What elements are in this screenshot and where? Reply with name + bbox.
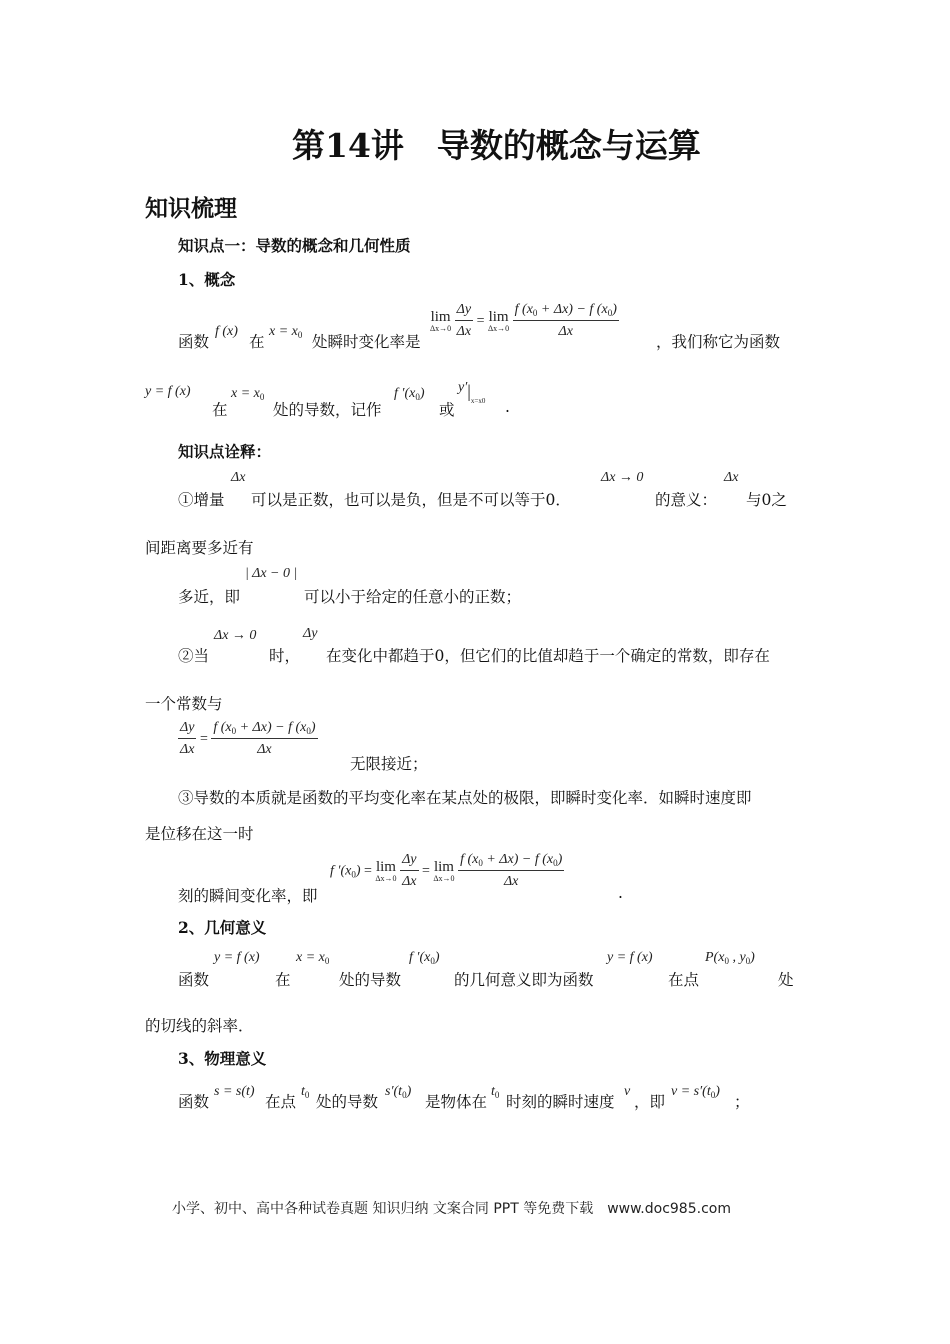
math-y-eq-fx: y = f (x) (145, 384, 191, 399)
text: ，我们称它为函数 (656, 333, 781, 351)
page-title: 第14讲 导数的概念与运算 (292, 126, 701, 165)
text: . (618, 884, 623, 902)
text: ，即 (634, 1093, 666, 1111)
text: 处的导数 (316, 1093, 379, 1111)
text: 可以是正数，也可以是负，但是不可以等于0． (251, 491, 571, 509)
text: 在点 (265, 1093, 297, 1111)
math-s-eq-st: s = s(t) (214, 1084, 255, 1099)
subheading-physical: 3、物理意义 (178, 1049, 267, 1068)
text: 刻的瞬间变化率，即 (178, 887, 318, 905)
text: 在 (275, 971, 291, 989)
math-y-eq-fx: y = f (x) (214, 950, 260, 965)
math-fx: f (x) (215, 324, 238, 339)
text: 处的导数，记作 (273, 401, 382, 419)
text: 时， (269, 647, 301, 665)
math-t0: $t_0$ (301, 1084, 310, 1100)
math-x-eq-x0: $x = x_0$ (296, 950, 330, 966)
explain-3-line-2: 是位移在这一时 (145, 825, 254, 843)
math-y-eq-fx: y = f (x) (607, 950, 653, 965)
text: 的意义： (655, 491, 718, 509)
text: 的几何意义即为函数 (454, 971, 594, 989)
point1-heading: 知识点一：导数的概念和几何性质 (178, 236, 411, 255)
math-fprime-x0: f $'(x_0)$ (409, 950, 440, 966)
math-x-eq-x0: $x = x_0$ (231, 386, 265, 402)
text: 在 (249, 333, 265, 351)
math-derivative-limit: f $'(x_0)$ = lim Δx→0 $\frac{\Delta y}{\Delta x}$ = lim Δx→0 $\frac{f (x_0 + \Delta x) - f (x_0)}{\Delta x}$ (330, 852, 563, 890)
text: 函数 (178, 1093, 210, 1111)
text: . (505, 398, 510, 416)
math-yprime-at-x0: $y'|_{x=x0}$ (458, 380, 486, 405)
math-v-eq-sprime: $v = s'(t_0)$ (671, 1084, 720, 1100)
math-delta-x-to-0: Δx → 0 (601, 470, 644, 485)
text: ②当 (178, 647, 210, 665)
math-abs-delta-x: | Δx − 0 | (245, 566, 298, 581)
math-fprime-x0: f $'(x_0)$ (394, 386, 425, 402)
text: 处瞬时变化率是 (312, 333, 421, 351)
text: ①增量 (178, 491, 225, 509)
text: 在点 (668, 971, 700, 989)
subheading-geometric: 2、几何意义 (178, 918, 267, 937)
math-sprime-t0: $s'(t_0)$ (385, 1084, 412, 1100)
explain-1-line-2: 间距离要多近有 (145, 539, 254, 557)
subheading-concept: 1、概念 (178, 270, 236, 289)
math-difference-quotient: $\frac{\Delta y}{\Delta x}$ = $\frac{f (x_0 + \Delta x) - f (x_0)}{\Delta x}$ (180, 720, 316, 758)
text: 多近，即 (178, 588, 241, 606)
text: 处 (778, 971, 794, 989)
text: 在变化中都趋于0，但它们的比值却趋于一个确定的常数，即存在 (326, 647, 770, 665)
page-footer: 小学、初中、高中各种试卷真题 知识归纳 文案合同 PPT 等免费下载 www.doc985.com (172, 1201, 731, 1217)
text: 无限接近； (350, 755, 428, 773)
text: 与0之 (746, 491, 787, 509)
explain-heading: 知识点诠释： (178, 442, 272, 461)
text: 函数 (178, 971, 210, 989)
geometric-line-2: 的切线的斜率． (145, 1017, 254, 1035)
math-v: v (624, 1084, 631, 1099)
text: 或 (439, 401, 455, 419)
text: 时刻的瞬时速度 (506, 1093, 615, 1111)
text: 在 (212, 401, 228, 419)
explain-2-line-2: 一个常数与 (145, 695, 223, 713)
text: ； (734, 1093, 750, 1111)
math-t0: $t_0$ (491, 1084, 500, 1100)
text: 处的导数 (339, 971, 402, 989)
explain-3-line-1: ③导数的本质就是函数的平均变化率在某点处的极限，即瞬时变化率．如瞬时速度即 (178, 789, 752, 807)
text: 函数 (178, 333, 210, 351)
math-delta-x: Δx (724, 470, 739, 485)
math-x-eq-x0: $x = x_0$ (269, 324, 303, 340)
section-heading: 知识梳理 (145, 196, 237, 222)
math-point-p: $P(x_0$ , $y_0$) (705, 950, 755, 966)
math-delta-x-to-0: Δx → 0 (214, 628, 257, 643)
text: 是物体在 (425, 1093, 488, 1111)
math-derivative-limit: lim Δx→0 $\frac{\Delta y}{\Delta x}$ = lim Δx→0 $\frac{f (x_0 + \Delta x) - f (x_0)}{\Delta x}$ (430, 302, 617, 340)
math-delta-x: Δx (231, 470, 246, 485)
math-delta-y: Δy (303, 626, 318, 641)
text: 可以小于给定的任意小的正数； (304, 588, 522, 606)
